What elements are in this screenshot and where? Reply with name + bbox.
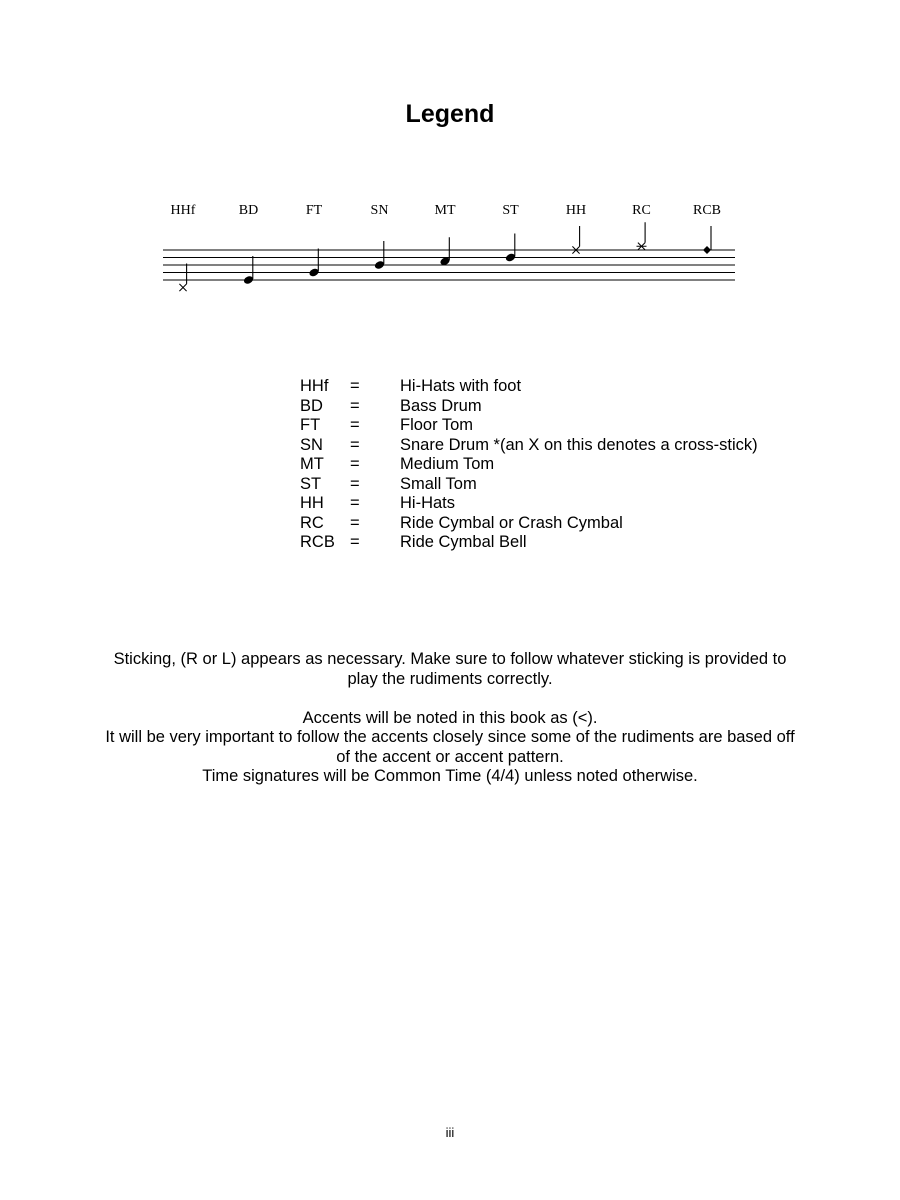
legend-row-hh: [300, 494, 758, 514]
legend-desc: Hi-Hats: [400, 494, 456, 512]
staff-label-sn: SN: [370, 203, 389, 218]
legend-row-st: [300, 475, 758, 495]
time-signature-note: Time signatures will be Common Time (4/4) unless noted otherwise.: [202, 767, 698, 785]
legend-abbr: ST: [300, 474, 322, 493]
legend-equals: =: [350, 377, 360, 395]
sticking-note-line-2: play the rudiments correctly.: [347, 669, 553, 688]
legend-abbr: HH: [300, 494, 324, 512]
legend-desc: Ride Cymbal Bell: [400, 533, 527, 551]
legend-row-rcb: [300, 533, 758, 553]
note-ft: [308, 249, 320, 278]
legend-abbr: MT: [300, 455, 324, 473]
legend-equals: =: [350, 416, 360, 434]
legend-row-sn: [300, 436, 758, 456]
legend-equals: =: [350, 533, 360, 551]
staff-notes: [179, 222, 711, 291]
note-rc: [637, 222, 647, 250]
legend-abbr: BD: [300, 396, 323, 415]
drum-notation-staff: [0, 190, 900, 300]
legend-desc: Bass Drum: [400, 396, 482, 415]
legend-row-bd: [300, 397, 758, 417]
note-mt: [439, 237, 451, 266]
note-sn: [374, 241, 386, 270]
accents-note-line-2: It will be very important to follow the accents closely since some of the rudiments are based off: [105, 728, 795, 746]
legend-desc: Floor Tom: [400, 416, 474, 434]
legend-desc: Small Tom: [400, 474, 477, 493]
legend-equals: =: [350, 455, 360, 473]
notes-section: [90, 650, 810, 787]
staff-label-hh: HH: [565, 203, 587, 218]
legend-equals: =: [350, 435, 360, 454]
staff-label-hhf: HHf: [170, 203, 196, 218]
legend-abbr: HHf: [300, 377, 329, 395]
legend-row-rc: [300, 514, 758, 534]
legend-desc: Hi-Hats with foot: [400, 377, 522, 395]
legend-desc: Medium Tom: [400, 455, 495, 473]
staff-label-st: ST: [502, 203, 519, 218]
legend-equals: =: [350, 396, 360, 415]
staff-label-ft: FT: [305, 203, 323, 218]
page-number: iii: [445, 1125, 455, 1140]
legend-abbr: SN: [300, 435, 323, 454]
legend-row-ft: [300, 416, 758, 436]
legend-equals: =: [350, 494, 360, 512]
legend-equals: =: [350, 513, 360, 532]
legend-equals: =: [350, 474, 360, 493]
staff-label-rc: RC: [632, 203, 651, 218]
legend-desc: Snare Drum *(an X on this denotes a cross-stick): [400, 435, 758, 454]
legend-abbr: FT: [300, 416, 321, 434]
accents-note-line-1: Accents will be noted in this book as (<).: [302, 708, 598, 727]
staff-labels: [171, 203, 721, 218]
sticking-note-line-1: Sticking, (R or L) appears as necessary. Make sure to follow whatever sticking is provided to: [113, 650, 787, 668]
legend-abbr: RC: [300, 513, 324, 532]
staff-label-mt: MT: [434, 203, 456, 218]
legend-table: [300, 377, 758, 553]
note-hhf: [179, 264, 186, 292]
staff-label-rcb: RCB: [692, 203, 722, 218]
legend-row-hhf: [300, 377, 758, 397]
legend-row-mt: [300, 455, 758, 475]
note-bd: [243, 256, 255, 285]
note-rcb: [703, 226, 711, 254]
note-hh: [572, 226, 579, 254]
legend-abbr: RCB: [300, 533, 335, 551]
legend-desc: Ride Cymbal or Crash Cymbal: [400, 513, 623, 532]
accents-note-line-3: of the accent or accent pattern.: [336, 747, 564, 766]
note-st: [505, 234, 517, 263]
page-title: Legend: [405, 100, 495, 128]
staff-label-bd: BD: [238, 203, 259, 218]
